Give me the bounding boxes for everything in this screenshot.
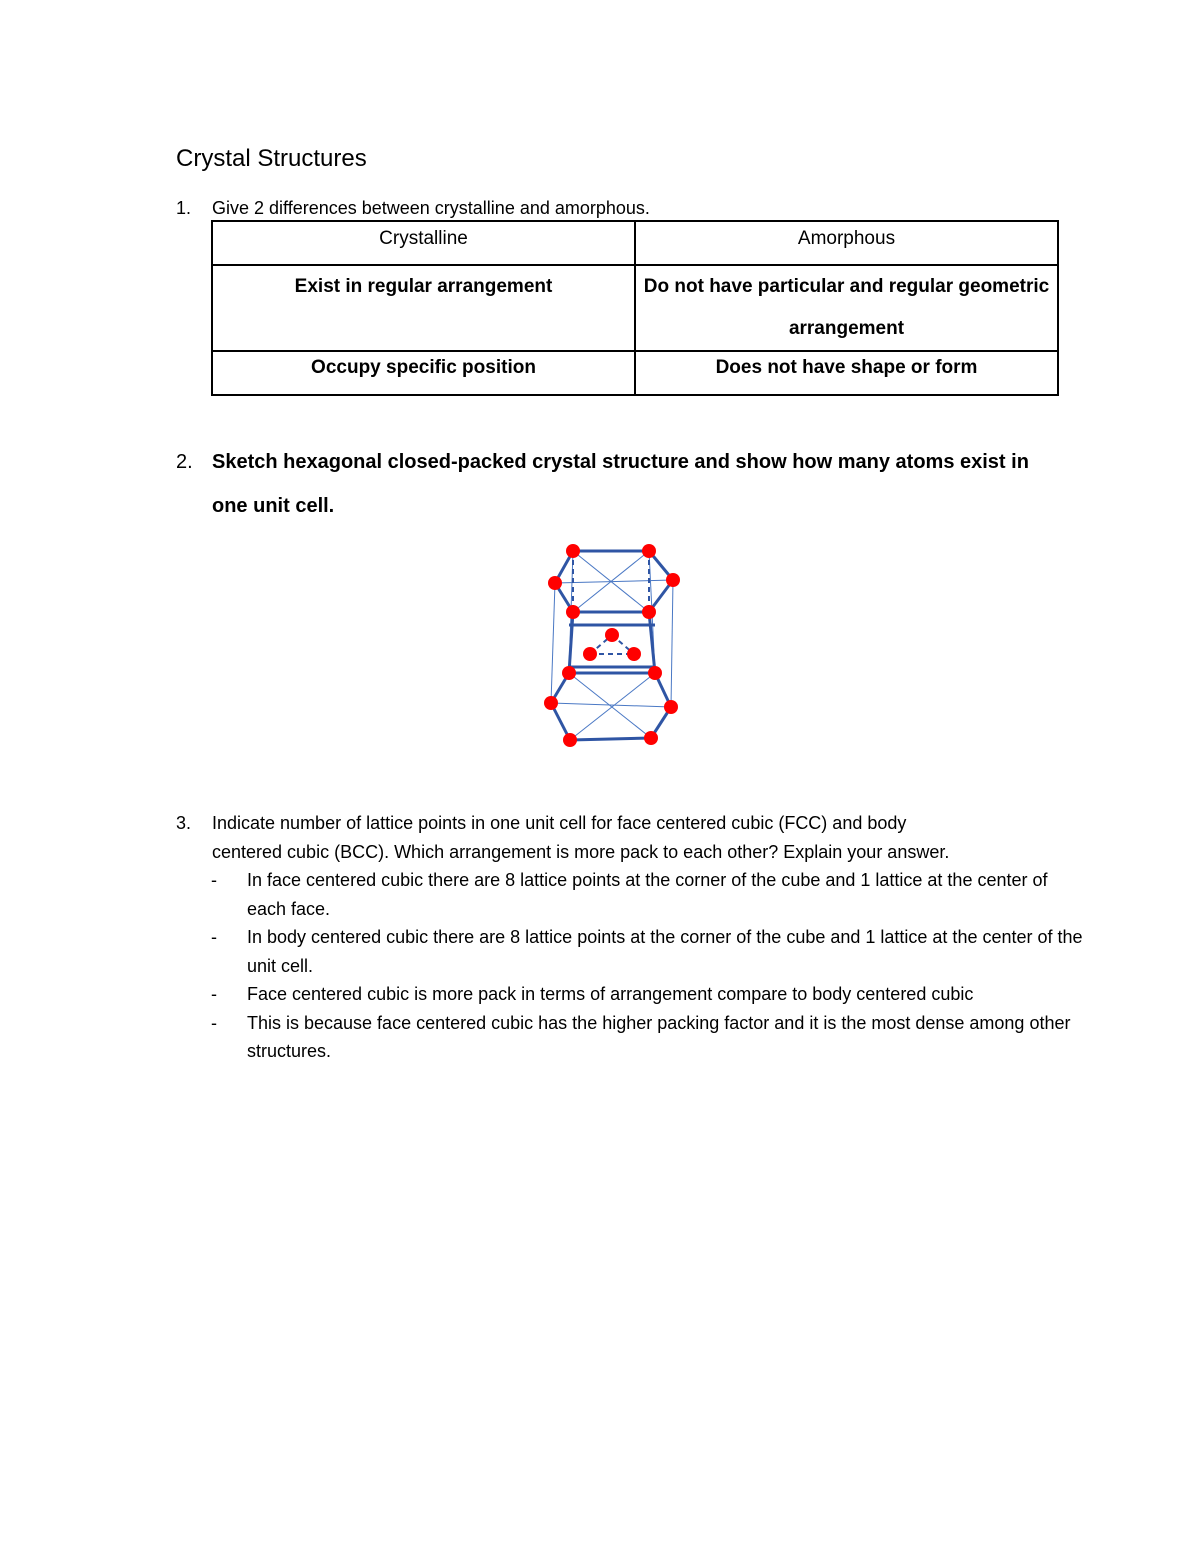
bullet-dash: -	[211, 870, 217, 890]
header-crystalline: Crystalline	[212, 221, 635, 265]
bullet-text: This is because face centered cubic has the higher packing factor and it is the most dense among other structures.	[247, 1012, 1071, 1061]
question-1-number: 1.	[176, 198, 192, 218]
list-item	[211, 866, 1091, 923]
table-row	[212, 265, 1058, 351]
question-2-line-1: Sketch hexagonal closed-packed crystal structure and show how many atoms exist in	[212, 451, 1029, 473]
question-3-line-2: centered cubic (BCC). Which arrangement is more pack to each other? Explain your answer.	[212, 842, 950, 862]
atom	[648, 666, 662, 680]
atom	[548, 576, 562, 590]
bullet-text: In face centered cubic there are 8 lattice points at the corner of the cube and 1 lattice at the center of each face.	[247, 870, 1048, 919]
table-cell: Do not have particular and regular geometric arrangement	[635, 265, 1058, 351]
bullet-text: Face centered cubic is more pack in terms of arrangement compare to body centered cubic	[247, 984, 974, 1004]
hcp-unit-cell-diagram	[540, 540, 690, 760]
atom	[605, 628, 619, 642]
list-item	[211, 980, 1091, 1009]
table-header-row	[212, 221, 1058, 265]
bullet-text: In body centered cubic there are 8 lattice points at the corner of the cube and 1 lattice at the center of the unit cell.	[247, 927, 1083, 976]
atom	[664, 700, 678, 714]
list-item	[211, 1009, 1091, 1066]
question-1-text: Give 2 differences between crystalline and amorphous.	[212, 198, 650, 218]
question-3-number: 3.	[176, 813, 192, 833]
hcp-inner-lines	[551, 551, 673, 740]
atom	[644, 731, 658, 745]
question-3-line-1: Indicate number of lattice points in one unit cell for face centered cubic (FCC) and body	[212, 813, 907, 833]
table-cell: Does not have shape or form	[635, 351, 1058, 395]
atom	[563, 733, 577, 747]
atom	[583, 647, 597, 661]
hcp-edge-line	[570, 738, 651, 740]
header-amorphous: Amorphous	[635, 221, 1058, 265]
bullet-dash: -	[211, 1012, 217, 1033]
hcp-inner-line	[551, 583, 555, 703]
page-title: Crystal Structures	[176, 145, 367, 172]
table-cell: Exist in regular arrangement	[212, 265, 635, 351]
question-2-number: 2.	[176, 451, 193, 473]
atom	[642, 544, 656, 558]
atom	[566, 605, 580, 619]
hcp-atoms	[544, 544, 680, 747]
hcp-inner-line	[671, 580, 673, 707]
answer-bullet-list	[211, 866, 1091, 1066]
hcp-edge-lines	[551, 551, 673, 740]
atom	[562, 666, 576, 680]
atom	[627, 647, 641, 661]
atom	[544, 696, 558, 710]
comparison-table	[211, 220, 1059, 396]
question-2-line-2: one unit cell.	[212, 495, 335, 517]
table-row	[212, 351, 1058, 395]
bullet-dash: -	[211, 927, 217, 947]
atom	[666, 573, 680, 587]
atom	[642, 605, 656, 619]
atom	[566, 544, 580, 558]
bullet-dash: -	[211, 984, 217, 1004]
hcp-edge-line	[569, 612, 573, 673]
table-cell: Occupy specific position	[212, 351, 635, 395]
list-item	[211, 923, 1091, 980]
hcp-diagram-svg	[540, 540, 690, 755]
